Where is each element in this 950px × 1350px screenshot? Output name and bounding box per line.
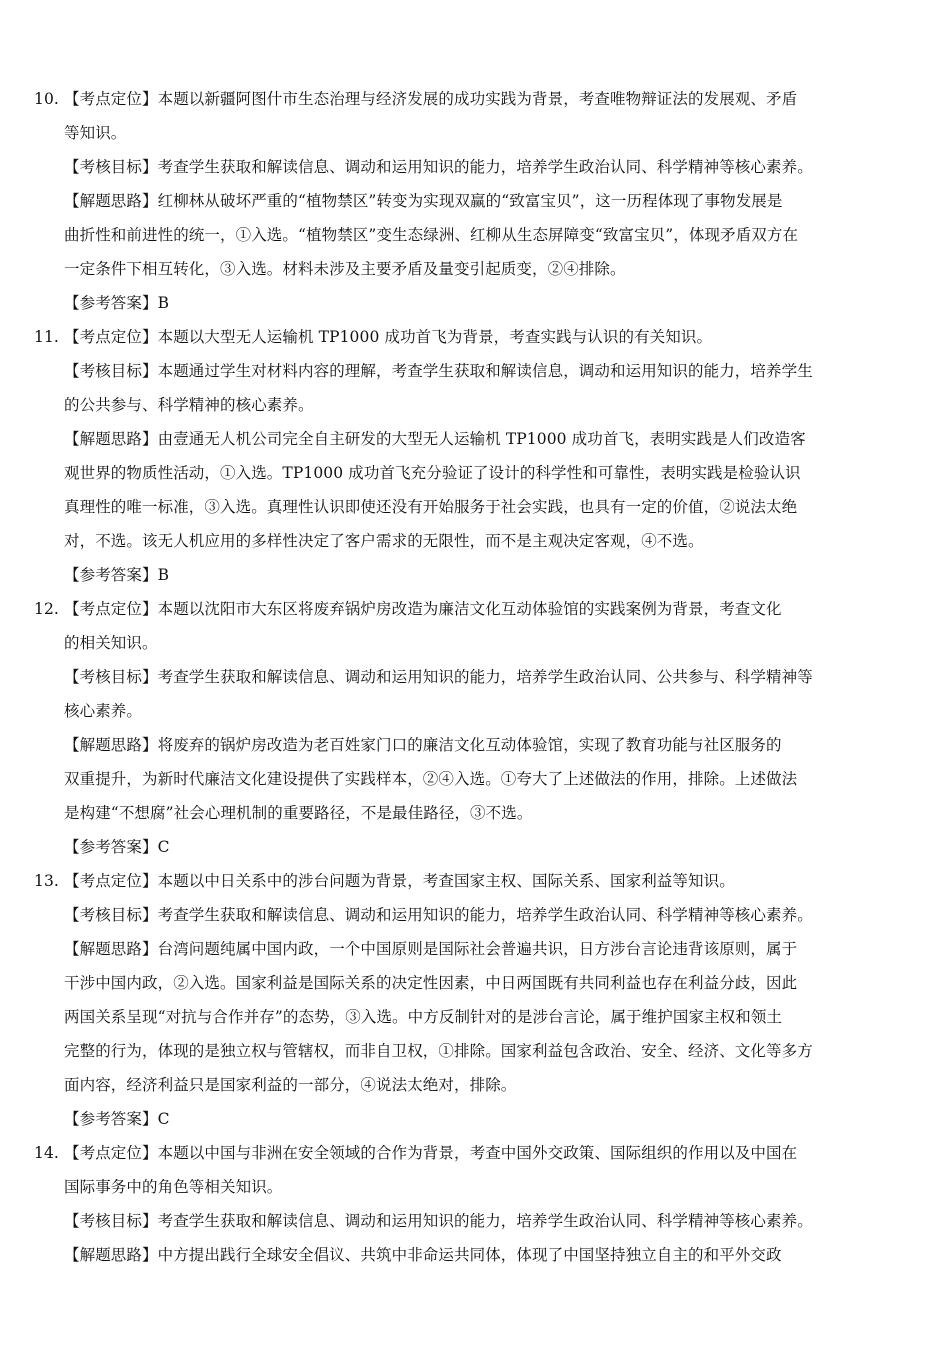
text-line: 两国关系呈现“对抗与合作并存”的态势，③入选。中方反制针对的是涉台言论，属于维护国家主权和领土	[64, 1008, 783, 1026]
question-10	[34, 82, 916, 320]
text-line: 【解题思路】台湾问题纯属中国内政，一个中国原则是国际社会普遍共识，日方涉台言论违背该原则，属于	[64, 940, 798, 958]
text-line: 11. 【考点定位】本题以大型无人运输机 TP1000 成功首飞为背景，考查实践与认识的有关知识。	[34, 320, 916, 354]
text-line: 完整的行为，体现的是独立权与管辖权，而非自卫权，①排除。国家利益包含政治、安全、经济、文化等多方	[64, 1042, 813, 1060]
reference-answer: 【参考答案】C	[64, 838, 170, 856]
text-line: 【考核目标】考查学生获取和解读信息、调动和运用知识的能力，培养学生政治认同、科学精神等核心素养。	[64, 906, 813, 924]
text-line: 是构建“不想腐”社会心理机制的重要路径，不是最佳路径，③不选。	[64, 804, 533, 822]
question-11	[34, 320, 916, 592]
text-line: 真理性的唯一标准，③入选。真理性认识即使还没有开始服务于社会实践，也具有一定的价值，②说法太绝	[64, 498, 798, 516]
text-line: 面内容，经济利益只是国家利益的一部分，④说法太绝对，排除。	[64, 1076, 517, 1094]
text-line: 双重提升，为新时代廉洁文化建设提供了实践样本，②④入选。①夸大了上述做法的作用，排除。上述做法	[64, 770, 798, 788]
question-number: 10.	[34, 90, 59, 108]
text-line: 【考核目标】本题通过学生对材料内容的理解，考查学生获取和解读信息，调动和运用知识的能力，培养学生	[64, 362, 813, 380]
reference-answer: 【参考答案】B	[64, 294, 170, 312]
text-line: 14. 【考点定位】本题以中国与非洲在安全领域的合作为背景，考查中国外交政策、国际组织的作用以及中国在	[34, 1136, 916, 1170]
question-number: 14.	[34, 1144, 59, 1162]
text-line: 【考核目标】考查学生获取和解读信息、调动和运用知识的能力，培养学生政治认同、科学精神等核心素养。	[64, 1212, 813, 1230]
text-line: 【解题思路】将废弃的锅炉房改造为老百姓家门口的廉洁文化互动体验馆，实现了教育功能与社区服务的	[64, 736, 782, 754]
question-13	[34, 864, 916, 1136]
question-14	[34, 1136, 916, 1272]
question-12	[34, 592, 916, 864]
text-line: 国际事务中的角色等相关知识。	[64, 1178, 283, 1196]
text-line: 【考核目标】考查学生获取和解读信息、调动和运用知识的能力，培养学生政治认同、公共参与、科学精神等	[64, 668, 813, 686]
text-line: 观世界的物质性活动，①入选。TP1000 成功首飞充分验证了设计的科学性和可靠性，表明实践是检验认识	[64, 464, 801, 482]
text-line: 【解题思路】由壹通无人机公司完全自主研发的大型无人运输机 TP1000 成功首飞，表明实践是人们改造客	[64, 430, 806, 448]
text-line: 【解题思路】中方提出践行全球安全倡议、共筑中非命运共同体，体现了中国坚持独立自主的和平外交政	[64, 1246, 782, 1264]
text-line: 曲折性和前进性的统一，①入选。“植物禁区”变生态绿洲、红柳从生态屏障变“致富宝贝”，体现矛盾双方在	[64, 226, 799, 244]
text-line: 核心素养。	[64, 702, 143, 720]
question-number: 13.	[34, 872, 59, 890]
text-line: 的公共参与、科学精神的核心素养。	[64, 396, 314, 414]
text-line: 对，不选。该无人机应用的多样性决定了客户需求的无限性，而不是主观决定客观，④不选。	[64, 532, 704, 550]
reference-answer: 【参考答案】B	[64, 566, 170, 584]
text-line: 12. 【考点定位】本题以沈阳市大东区将废弃锅炉房改造为廉洁文化互动体验馆的实践案例为背景，考查文化	[34, 592, 916, 626]
question-number: 12.	[34, 600, 59, 618]
reference-answer: 【参考答案】C	[64, 1110, 170, 1128]
text-line: 13. 【考点定位】本题以中日关系中的涉台问题为背景，考查国家主权、国际关系、国家利益等知识。	[34, 864, 916, 898]
text-line: 干涉中国内政，②入选。国家利益是国际关系的决定性因素，中日两国既有共同利益也存在利益分歧，因此	[64, 974, 798, 992]
text-line: 【解题思路】红柳林从破坏严重的“植物禁区”转变为实现双赢的“致富宝贝”，这一历程体现了事物发展是	[64, 192, 783, 210]
text-line: 一定条件下相互转化，③入选。材料未涉及主要矛盾及量变引起质变，②④排除。	[64, 260, 626, 278]
text-line: 10. 【考点定位】本题以新疆阿图什市生态治理与经济发展的成功实践为背景，考查唯物辩证法的发展观、矛盾	[34, 82, 916, 116]
question-number: 11.	[34, 328, 59, 346]
text-line: 等知识。	[64, 124, 127, 142]
text-line: 的相关知识。	[64, 634, 158, 652]
text-line: 【考核目标】考查学生获取和解读信息、调动和运用知识的能力，培养学生政治认同、科学精神等核心素养。	[64, 158, 813, 176]
